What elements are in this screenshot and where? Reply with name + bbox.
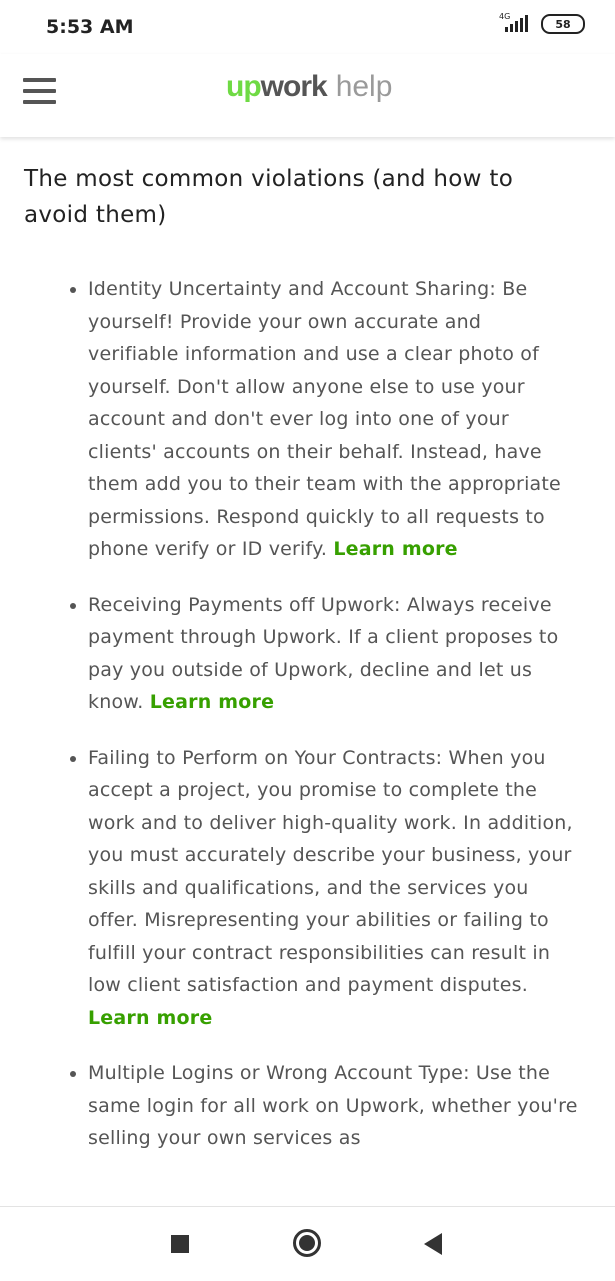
learn-more-link[interactable]: Learn more (333, 538, 458, 560)
list-item (88, 1057, 578, 1155)
article-title: The most common violations (and how to avoid them) (24, 166, 514, 228)
battery-level: 58 (555, 17, 571, 31)
list-item-text: Identity Uncertainty and Account Sharing: Be yourself! Provide your own accurate and verifiable information and use a clear photo of yourself. Don't allow anyone else to use your account and don't ever log into one of your clients' accounts on their behalf. Instead, have them add you to their team with the appropriate permissions. Respond quickly to all requests to phone verify or ID verify. (88, 278, 561, 560)
status-time: 5:53 AM (46, 16, 134, 38)
logo-help-text: help (335, 70, 393, 103)
upwork-help-logo[interactable] (226, 70, 392, 114)
list-item (88, 589, 578, 719)
hamburger-menu-icon[interactable] (23, 78, 56, 104)
system-nav-bar (0, 1206, 615, 1281)
app-header (0, 54, 615, 137)
learn-more-link[interactable]: Learn more (88, 1006, 213, 1029)
circle-home-icon[interactable] (293, 1229, 321, 1257)
logo-work-text: work (260, 70, 327, 103)
status-icons (497, 14, 585, 34)
article-content[interactable] (0, 137, 615, 1206)
status-bar (0, 0, 615, 54)
triangle-back-icon[interactable] (424, 1233, 442, 1255)
list-item-text: Failing to Perform on Your Contracts: When you accept a project, you promise to complete the work and to deliver high-quality work. In addition, you must accurately describe your business, your skills and qualifications, and the services you offer. Misrepresenting your abilities or failing to fulfill your contract responsibilities can result in low client satisfaction and payment disputes. (88, 746, 573, 996)
list-item-text: Multiple Logins or Wrong Account Type: Use the same login for all work on Upwork, whether you're selling your own services as (88, 1062, 578, 1149)
list-item (88, 273, 578, 566)
signal-strength-icon (497, 14, 531, 34)
list-item-text: Receiving Payments off Upwork: Always receive payment through Upwork. If a client proposes to pay you outside of Upwork, decline and let us know. (88, 593, 559, 713)
network-type-label: 4G (499, 12, 511, 21)
learn-more-link[interactable]: Learn more (149, 691, 275, 713)
violations-list (88, 273, 578, 1178)
square-recents-icon[interactable] (171, 1235, 189, 1253)
battery-icon (541, 14, 585, 34)
list-item (88, 742, 578, 1035)
logo-up-text: up (226, 70, 261, 103)
